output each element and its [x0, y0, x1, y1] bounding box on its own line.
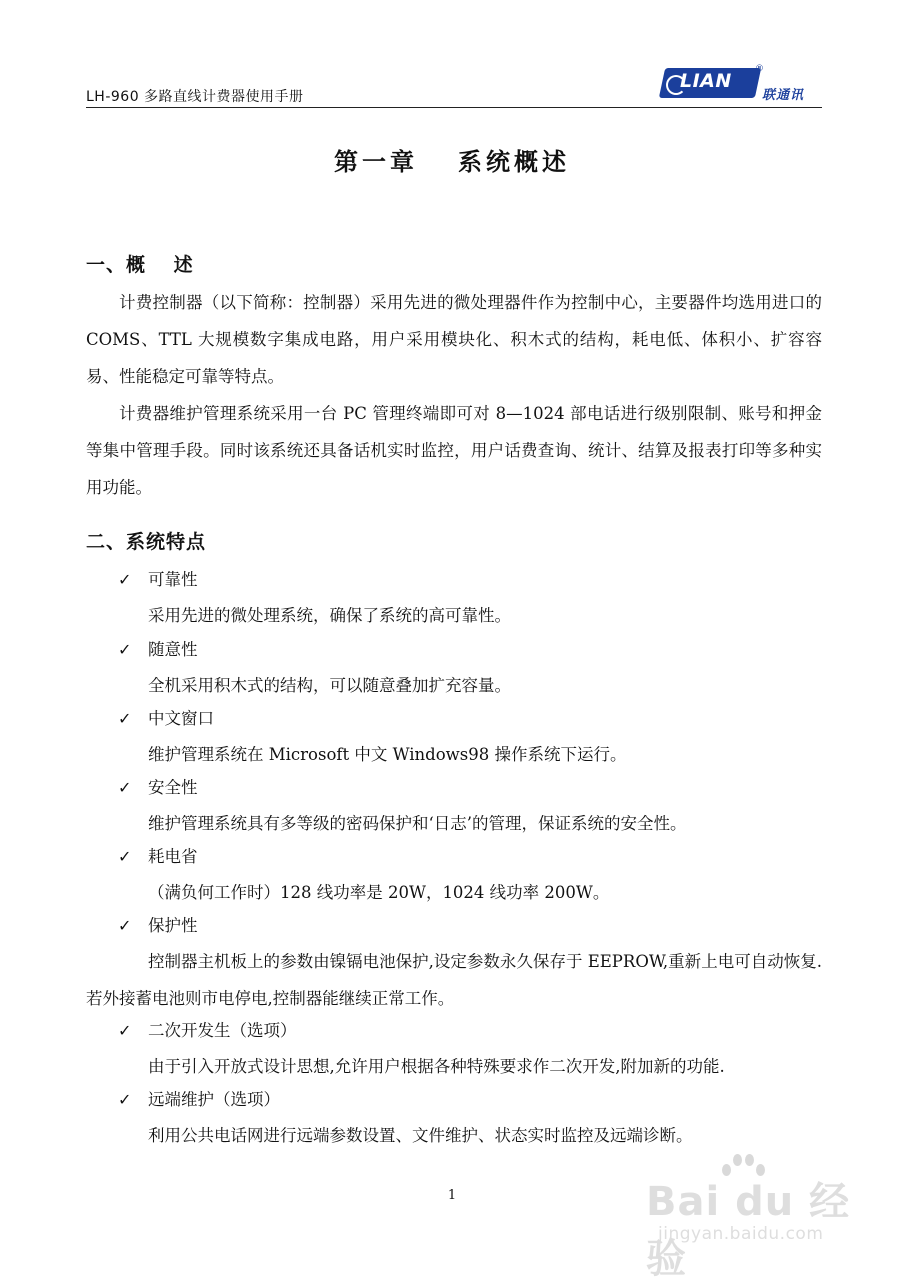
feature-title: 可靠性	[148, 570, 198, 589]
feature-item	[118, 1083, 822, 1154]
chapter-number: 第一章	[334, 148, 418, 176]
feature-title: 远端维护（选项）	[148, 1090, 280, 1109]
check-icon: ✓	[118, 640, 132, 659]
check-icon: ✓	[118, 709, 132, 728]
section-heading-features: 二、系统特点	[86, 531, 207, 553]
registered-mark: ®	[755, 64, 764, 74]
check-icon: ✓	[118, 1021, 132, 1040]
feature-item	[86, 909, 822, 1017]
section-heading-overview: 一、概 述	[86, 254, 194, 276]
check-icon: ✓	[118, 847, 132, 866]
feature-description: 控制器主机板上的参数由镍镉电池保护,设定参数永久保存于 EEPROW,重新上电可自动恢复.若外接蓄电池则市电停电,控制器能继续正常工作。	[86, 952, 822, 1008]
logo-chinese-name: 联通讯	[762, 88, 805, 103]
check-icon: ✓	[118, 916, 132, 935]
feature-description: 采用先进的微处理系统，确保了系统的高可靠性。	[148, 606, 511, 625]
feature-item	[118, 633, 822, 704]
feature-title: 中文窗口	[148, 709, 214, 728]
feature-title: 安全性	[148, 778, 198, 797]
company-logo	[662, 64, 820, 104]
feature-item	[118, 840, 822, 911]
header-rule	[86, 107, 822, 108]
overview-paragraph-1: 计费控制器（以下简称：控制器）采用先进的微处理器件作为控制中心，主要器件均选用进口的 COMS、TTL 大规模数字集成电路，用户采用模块化、积木式的结构，耗电低、体积小、扩容容易、性能稳定可靠等特点。	[86, 293, 822, 386]
feature-item	[118, 1014, 822, 1085]
page-number: 1	[447, 1188, 457, 1203]
check-icon: ✓	[118, 570, 132, 589]
feature-title: 保护性	[148, 916, 198, 935]
watermark-brand: Bai du 经验	[646, 1179, 851, 1282]
baidu-watermark	[644, 1150, 864, 1282]
watermark-url: jingyan.baidu.com	[658, 1224, 824, 1244]
feature-item	[118, 563, 822, 634]
overview-paragraph-2: 计费器维护管理系统采用一台 PC 管理终端即可对 8—1024 部电话进行级别限制、账号和押金等集中管理手段。同时该系统还具备话机实时监控，用户话费查询、统计、结算及报表打印等多种实用功能。	[86, 404, 822, 497]
check-icon: ✓	[118, 1090, 132, 1109]
feature-title: 二次开发生（选项）	[148, 1021, 297, 1040]
feature-description: 由于引入开放式设计思想,允许用户根据各种特殊要求作二次开发,附加新的功能.	[148, 1057, 725, 1076]
feature-description: （满负何工作时）128 线功率是 20W，1024 线功率 200W。	[148, 883, 610, 902]
logo-text: LIAN	[680, 70, 732, 92]
feature-item	[118, 771, 822, 842]
feature-description: 维护管理系统具有多等级的密码保护和‘日志’的管理，保证系统的安全性。	[148, 814, 687, 833]
check-icon: ✓	[118, 778, 132, 797]
feature-item	[118, 702, 822, 773]
feature-description: 利用公共电话网进行远端参数设置、文件维护、状态实时监控及远端诊断。	[148, 1126, 693, 1145]
feature-title: 耗电省	[148, 847, 198, 866]
feature-description: 维护管理系统在 Microsoft 中文 Windows98 操作系统下运行。	[148, 745, 627, 764]
chapter-title	[0, 142, 904, 177]
feature-title: 随意性	[148, 640, 198, 659]
document-header-title: LH-960 多路直线计费器使用手册	[86, 89, 304, 105]
feature-description: 全机采用积木式的结构，可以随意叠加扩充容量。	[148, 676, 511, 695]
chapter-name: 系统概述	[458, 148, 570, 176]
